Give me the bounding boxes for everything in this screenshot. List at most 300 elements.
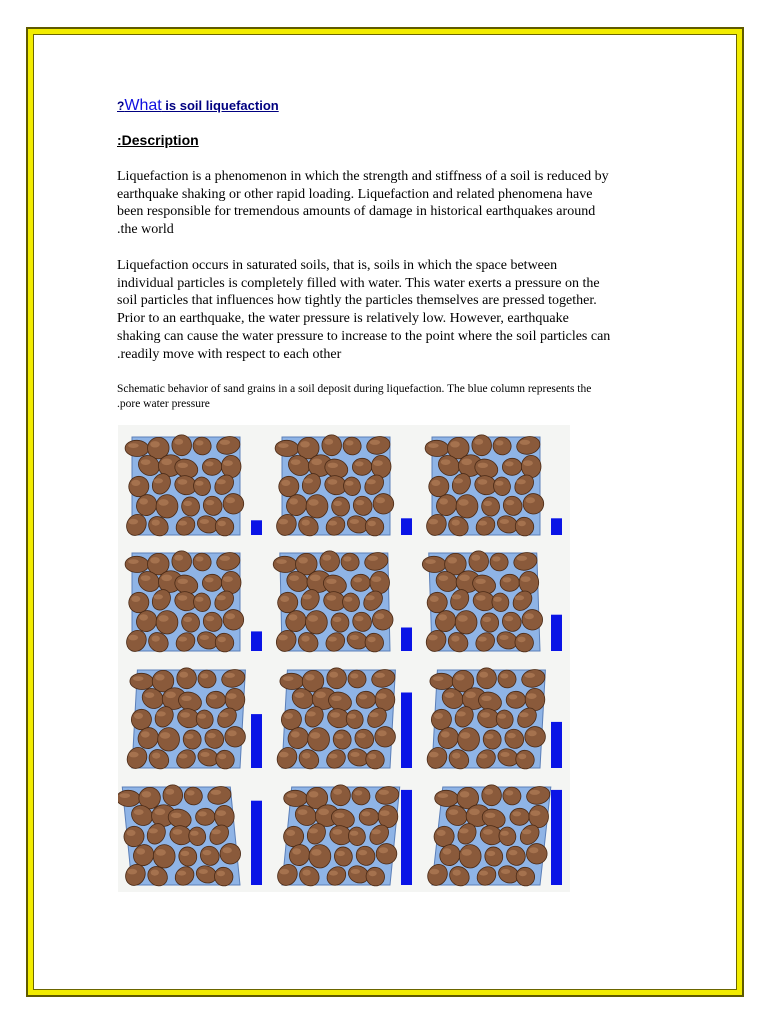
grain-highlight [278, 443, 289, 448]
sand-grain [307, 727, 329, 751]
grain-highlight [439, 498, 448, 504]
sand-grain [305, 610, 327, 634]
text-line: earthquake shaking or other rapid loading. Liquefaction and related phenomena have [117, 186, 593, 202]
grain-highlight [374, 673, 385, 678]
grain-highlight [462, 849, 472, 856]
grain-highlight [443, 848, 452, 854]
grain-highlight [152, 520, 160, 526]
grain-highlight [198, 714, 206, 719]
grain-highlight [152, 636, 160, 642]
grain-highlight [492, 556, 500, 561]
grain-highlight [311, 849, 321, 856]
grain-highlight [517, 637, 525, 643]
soil-panel [422, 549, 562, 656]
grain-highlight [151, 870, 159, 876]
grain-highlight [529, 790, 540, 795]
grain-highlight [498, 714, 506, 719]
grain-highlight [302, 520, 310, 526]
grain-highlight [345, 481, 353, 486]
grain-highlight [310, 575, 321, 582]
grain-highlight [474, 439, 483, 445]
grain-highlight [499, 635, 508, 640]
grain-highlight [479, 754, 488, 759]
grain-highlight [500, 752, 509, 757]
grain-highlight [224, 673, 235, 678]
grain-highlight [522, 829, 532, 834]
soil-panel [123, 549, 262, 656]
grain-highlight [227, 693, 237, 699]
grain-highlight [500, 831, 508, 836]
soil-panel [273, 433, 412, 540]
sand-grain [352, 458, 372, 475]
grain-highlight [211, 790, 222, 795]
pore-pressure-column [401, 518, 412, 535]
sand-grain [280, 673, 304, 690]
grain-highlight [216, 479, 226, 484]
grain-highlight [128, 519, 138, 525]
grain-highlight [451, 636, 459, 642]
grain-highlight [333, 501, 342, 506]
grain-highlight [185, 734, 194, 739]
grain-highlight [329, 871, 338, 876]
grain-highlight [368, 637, 376, 643]
grain-highlight [524, 673, 535, 678]
grain-highlight [438, 793, 449, 798]
grain-highlight [328, 637, 337, 642]
grain-highlight [128, 559, 139, 564]
grain-highlight [158, 499, 168, 506]
grain-highlight [154, 809, 165, 816]
grain-highlight [355, 500, 364, 505]
grain-highlight [526, 497, 535, 503]
grain-highlight [504, 616, 513, 621]
grain-highlight [377, 693, 387, 699]
title-emphasis: What [124, 97, 162, 114]
grain-highlight [455, 674, 465, 680]
grain-highlight [190, 831, 198, 836]
sand-grain [130, 673, 154, 690]
sand-grain [153, 844, 175, 868]
grain-highlight [501, 869, 510, 874]
grain-highlight [200, 519, 209, 524]
grain-highlight [369, 871, 377, 877]
grain-highlight [158, 615, 168, 622]
grain-highlight [178, 595, 188, 601]
grain-highlight [128, 443, 139, 448]
sand-grain [459, 844, 481, 868]
grain-highlight [355, 461, 364, 466]
grain-highlight [485, 734, 494, 739]
grain-highlight [503, 577, 512, 582]
grain-highlight [433, 676, 444, 681]
grain-highlight [133, 676, 144, 681]
grain-highlight [481, 696, 491, 701]
grain-highlight [452, 520, 460, 526]
grain-highlight [478, 463, 488, 468]
grain-highlight [459, 575, 470, 582]
sand-grain [275, 440, 299, 457]
grain-highlight [200, 635, 209, 640]
grain-highlight [291, 459, 301, 465]
grain-highlight [302, 594, 312, 599]
grain-highlight [223, 576, 233, 582]
sand-grain [125, 440, 149, 457]
grain-highlight [478, 479, 488, 485]
grain-highlight [429, 752, 439, 758]
text-line: Prior to an earthquake, the water pressure is relatively low. However, earthquake [117, 311, 569, 327]
grain-highlight [484, 789, 493, 795]
sand-grain [156, 610, 178, 634]
grain-highlight [368, 556, 379, 561]
grain-highlight [483, 829, 493, 835]
grain-highlight [515, 595, 525, 600]
grain-highlight [198, 811, 207, 816]
grain-highlight [357, 733, 366, 738]
sand-grain [510, 808, 530, 825]
grain-highlight [365, 595, 375, 600]
grain-highlight [226, 613, 235, 619]
grain-highlight [298, 557, 308, 563]
soil-panel [274, 783, 412, 890]
grain-highlight [279, 752, 289, 758]
sand-grain [306, 494, 328, 518]
grain-highlight [152, 753, 160, 759]
sand-grain [506, 691, 526, 708]
grain-highlight [350, 673, 358, 678]
caption-line: .pore water pressure [117, 398, 210, 410]
grain-highlight [179, 672, 188, 678]
grain-highlight [195, 597, 203, 602]
grain-highlight [519, 712, 529, 717]
pore-pressure-column [251, 801, 262, 885]
text-line: Liquefaction is a phenomenon in which the strength and stiffness of a soil is reduced by [117, 169, 609, 184]
text-line: been responsible for tremendous amounts of damage in historical earthquakes around [117, 204, 596, 220]
sand-grain [195, 808, 215, 825]
grain-highlight [209, 694, 218, 699]
sand-grain [359, 808, 379, 825]
grain-highlight [318, 809, 329, 816]
grain-highlight [178, 521, 187, 526]
grain-highlight [220, 440, 231, 445]
grain-highlight [495, 481, 503, 486]
grain-highlight [178, 579, 188, 584]
pore-pressure-column [251, 520, 262, 535]
grain-highlight [178, 637, 187, 642]
grain-highlight [478, 637, 487, 642]
grain-highlight [289, 498, 298, 504]
sand-grain [225, 688, 245, 711]
grain-highlight [174, 555, 183, 561]
grain-highlight [295, 692, 305, 698]
grain-highlight [483, 617, 492, 622]
grain-highlight [205, 616, 214, 621]
sand-grain [500, 574, 520, 591]
grain-highlight [145, 692, 155, 698]
grain-highlight [279, 869, 289, 875]
grain-highlight [183, 617, 192, 622]
grain-highlight [186, 790, 194, 795]
grain-highlight [174, 439, 183, 445]
grain-highlight [329, 754, 338, 759]
grain-highlight [141, 459, 151, 465]
grain-highlight [284, 713, 293, 719]
grain-highlight [507, 733, 516, 738]
sand-grain [529, 805, 549, 828]
grain-highlight [344, 597, 352, 602]
grain-highlight [315, 692, 326, 699]
grain-highlight [521, 576, 531, 582]
grain-highlight [216, 595, 226, 600]
grain-highlight [480, 712, 490, 718]
grain-highlight [141, 731, 150, 737]
grain-highlight [456, 711, 466, 716]
grain-highlight [129, 752, 139, 758]
grain-highlight [181, 696, 191, 701]
grain-highlight [345, 440, 353, 445]
sand-grain [351, 574, 371, 591]
grain-highlight [438, 614, 447, 620]
grain-highlight [485, 813, 495, 818]
grain-highlight [218, 754, 226, 760]
grain-highlight [354, 790, 362, 795]
text-line: soil particles that influences how tightly the particles themselves are pressed together. [117, 293, 597, 309]
grain-highlight [351, 869, 360, 874]
grain-highlight [218, 521, 226, 527]
grain-highlight [153, 478, 163, 483]
grain-highlight [156, 849, 166, 856]
caption-line: Schematic behavior of sand grains in a soil deposit during liquefaction. The blue column represents the [117, 383, 592, 395]
grain-highlight [371, 576, 381, 582]
sand-grain [370, 571, 390, 594]
grain-highlight [291, 731, 300, 737]
title-rest: is soil liquefaction [161, 98, 279, 113]
sand-grain [371, 455, 391, 478]
sand-grain [375, 688, 395, 711]
liquefaction-figure [118, 425, 570, 892]
grain-highlight [375, 613, 384, 619]
grain-highlight [328, 463, 338, 468]
grain-highlight [287, 793, 298, 798]
grain-highlight [459, 828, 469, 833]
grain-highlight [278, 519, 288, 525]
grain-highlight [479, 871, 488, 876]
grain-highlight [457, 615, 467, 622]
grain-highlight [518, 754, 526, 760]
grain-highlight [452, 753, 460, 759]
sand-grain [202, 458, 222, 475]
soil-panel [123, 433, 262, 540]
text-line: individual particles is completely filled with water. This water exerts a pressure on the [117, 275, 600, 291]
grain-highlight [195, 481, 203, 486]
grain-highlight [368, 521, 376, 527]
grain-highlight [199, 869, 208, 874]
grain-highlight [355, 616, 364, 621]
grain-highlight [219, 712, 229, 717]
grain-highlight [324, 439, 333, 445]
sand-grain [214, 805, 234, 828]
grain-highlight [177, 871, 186, 876]
grain-highlight [120, 793, 131, 798]
grain-highlight [127, 830, 136, 836]
grain-highlight [303, 478, 313, 483]
liquefaction-diagram [118, 425, 570, 892]
sand-grain [456, 494, 478, 518]
grain-highlight [493, 597, 501, 602]
sand-grain [221, 571, 241, 594]
grain-highlight [322, 555, 331, 561]
grain-highlight [523, 460, 533, 466]
grain-highlight [378, 790, 389, 795]
grain-highlight [465, 692, 476, 699]
grain-highlight [223, 460, 233, 466]
grain-highlight [333, 789, 342, 795]
grain-highlight [308, 499, 318, 506]
grain-highlight [150, 441, 160, 447]
grain-highlight [195, 440, 203, 445]
pore-pressure-column [401, 693, 412, 769]
text-line: shaking can cause the water pressure to increase to the point where the soil particles can [117, 328, 611, 344]
grain-highlight [505, 461, 514, 466]
grain-highlight [516, 479, 526, 484]
grain-highlight [156, 711, 166, 716]
grain-highlight [134, 809, 144, 815]
grain-highlight [517, 556, 528, 561]
grain-highlight [128, 635, 138, 641]
grain-highlight [331, 696, 341, 701]
grain-highlight [428, 443, 439, 448]
grain-highlight [434, 713, 443, 719]
grain-highlight [379, 847, 388, 853]
grain-highlight [148, 828, 158, 833]
grain-highlight [165, 692, 176, 699]
grain-highlight [518, 521, 526, 527]
grain-highlight [377, 730, 386, 736]
grain-highlight [359, 694, 368, 699]
grain-highlight [336, 851, 345, 856]
grain-highlight [509, 694, 518, 699]
grain-highlight [453, 478, 463, 483]
grain-highlight [530, 810, 540, 816]
grain-highlight [335, 734, 344, 739]
grain-highlight [369, 712, 379, 717]
grain-highlight [305, 674, 315, 680]
grain-highlight [178, 479, 188, 485]
grain-highlight [525, 613, 534, 619]
grain-highlight [527, 693, 537, 699]
grain-highlight [373, 460, 383, 466]
grain-highlight [441, 459, 451, 465]
grain-highlight [505, 790, 513, 795]
grain-highlight [368, 754, 376, 760]
grain-highlight [350, 519, 359, 524]
grain-highlight [366, 479, 376, 484]
soil-panel [424, 783, 562, 890]
grain-highlight [445, 692, 455, 698]
pore-pressure-column [251, 631, 262, 651]
pore-pressure-column [551, 615, 562, 651]
grain-highlight [376, 497, 385, 503]
grain-highlight [226, 497, 235, 503]
grain-highlight [333, 617, 342, 622]
grain-highlight [505, 500, 514, 505]
soil-panel [423, 433, 562, 540]
grain-highlight [326, 579, 336, 584]
grain-highlight [520, 440, 531, 445]
sand-grain [378, 805, 398, 828]
sand-grain [356, 691, 376, 708]
grain-highlight [448, 809, 458, 815]
grain-highlight [425, 559, 436, 564]
grain-highlight [479, 672, 488, 678]
grain-highlight [131, 480, 140, 486]
grain-highlight [476, 595, 486, 601]
grain-highlight [203, 850, 212, 855]
grain-highlight [178, 463, 188, 468]
sand-grain [157, 727, 179, 751]
grain-highlight [308, 828, 318, 833]
grain-highlight [430, 596, 439, 602]
grain-highlight [429, 869, 439, 875]
grain-highlight [303, 870, 311, 876]
grain-highlight [300, 441, 310, 447]
grain-highlight [276, 559, 287, 564]
grain-highlight [500, 519, 509, 524]
sand-grain [519, 571, 539, 594]
pore-pressure-column [551, 518, 562, 535]
grain-highlight [211, 829, 221, 834]
grain-highlight [328, 521, 337, 526]
grain-highlight [171, 813, 181, 818]
grain-highlight [155, 674, 165, 680]
grain-highlight [205, 461, 214, 466]
soil-panel [123, 666, 262, 773]
grain-highlight [527, 730, 536, 736]
soil-panel [423, 666, 562, 773]
grain-highlight [441, 731, 450, 737]
grain-highlight [500, 673, 508, 678]
grain-highlight [139, 498, 148, 504]
grain-highlight [326, 595, 336, 601]
sand-grain [202, 574, 222, 591]
grain-highlight [495, 440, 503, 445]
grain-highlight [512, 811, 521, 816]
grain-highlight [153, 594, 163, 599]
grain-highlight [207, 733, 216, 738]
grain-highlight [328, 479, 338, 485]
grain-highlight [205, 500, 214, 505]
grain-highlight [200, 673, 208, 678]
sand-grain [521, 455, 541, 478]
sand-grain [434, 790, 458, 807]
grain-highlight [509, 850, 518, 855]
grain-highlight [200, 752, 209, 757]
grain-highlight [286, 830, 295, 836]
grain-highlight [205, 577, 214, 582]
grain-highlight [311, 459, 322, 466]
soil-panel [273, 666, 412, 773]
grain-highlight [301, 636, 309, 642]
sand-grain [425, 440, 449, 457]
grain-highlight [483, 501, 492, 506]
sand-grain [221, 455, 241, 478]
grain-highlight [161, 575, 172, 582]
grain-highlight [350, 635, 359, 640]
grain-highlight [350, 831, 358, 836]
grain-highlight [353, 577, 362, 582]
sand-grain [273, 556, 297, 573]
grain-highlight [216, 810, 226, 816]
grain-highlight [308, 615, 318, 622]
